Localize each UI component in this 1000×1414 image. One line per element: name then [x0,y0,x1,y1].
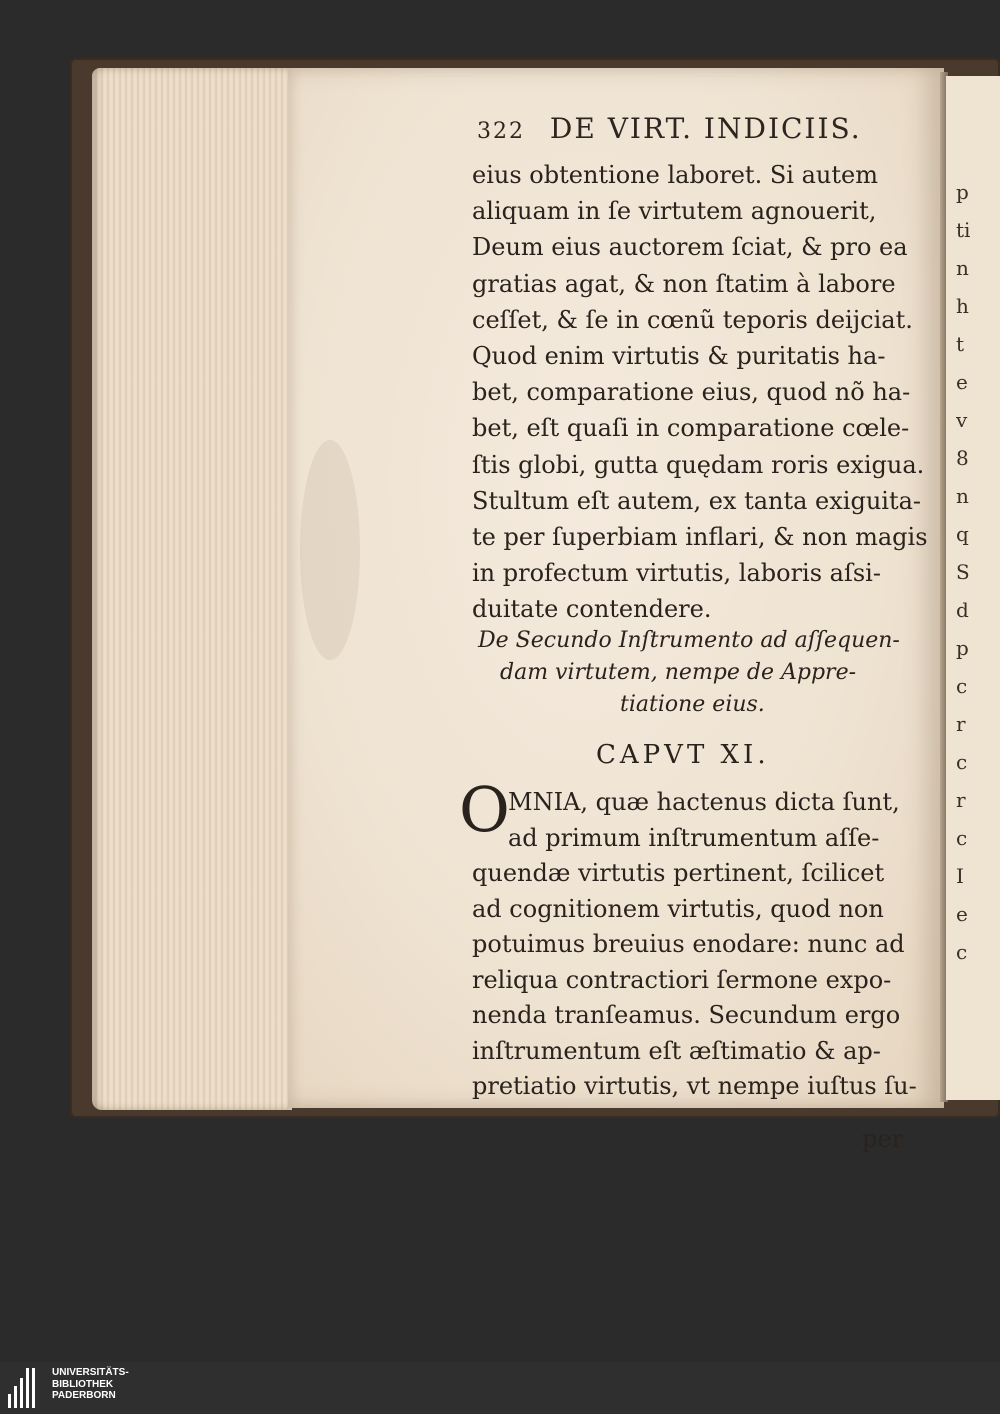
next-page-letter: d [956,598,969,622]
text-line: MNIA, quæ hactenus dicta ſunt, [508,788,900,816]
text-line: reliqua contractiori ſermone expo- [472,965,892,994]
next-page-letter: c [956,750,968,774]
text-line: bet, eſt quaſi in comparatione cœle- [472,414,910,443]
next-page-letter: c [956,940,968,964]
subheading-line: dam virtutem, nempe de Appre- [500,660,857,685]
library-logo-text [52,1367,129,1402]
next-page-letter: r [956,788,966,812]
next-page-letter: c [956,826,968,850]
next-page-letter: p [956,180,969,204]
text-line: in profectum virtutis, laboris aſsi- [472,559,881,588]
subheading-line: De Secundo Inſtrumento ad aſſequen- [478,628,900,653]
next-page-letter: r [956,712,966,736]
library-logo-icon [8,1368,48,1408]
next-page-letter: I [956,864,964,888]
next-page-letter: h [956,294,969,318]
next-page-letter: n [956,484,969,508]
text-line: inſtrumentum eſt æſtimatio & ap- [472,1036,881,1065]
stain-mark [300,440,360,660]
next-page-letter: v [956,408,968,432]
running-head [477,112,897,148]
text-line: eius obtentione laboret. Si autem [472,161,878,189]
next-page-letter: q [956,522,969,546]
next-page-letter: S [956,560,970,584]
drop-initial: O [459,773,510,846]
text-line: te per ſuperbiam inflari, & non magis [472,523,928,551]
text-line: Deum eius auctorem ſciat, & pro ea [472,233,908,262]
text-line: pretiatio virtutis, vt nempe iuſtus ſu- [472,1072,917,1100]
text-line: ceſſet, & ſe in cœnũ teporis deijciat. [472,305,913,334]
next-page-fragment [946,76,1000,1100]
text-line: duitate contendere. [472,595,712,624]
text-line: quendæ virtutis pertinent, ſcilicet [472,859,885,887]
subheading-line: tiatione eius. [620,692,765,717]
logo-line: UNIVERSITÄTS- [52,1367,129,1378]
chapter-heading: CAPVT XI. [596,740,770,770]
next-page-letter: p [956,636,969,660]
logo-line: BIBLIOTHEK [52,1378,114,1390]
page-edges [92,68,292,1110]
next-page-letter: c [956,674,968,698]
catchword: per [862,1125,904,1153]
text-line: ad primum inſtrumentum aſſe- [508,823,880,852]
next-page-letter: e [956,370,968,394]
text-line: ad cognitionem virtutis, quod non [472,894,884,923]
text-line: bet, comparatione eius, quod nõ ha- [472,378,911,407]
running-title: DE VIRT. INDICIIS. [549,112,862,145]
text-line: nenda tranſeamus. Secundum ergo [472,1001,901,1029]
next-page-letter: ti [956,218,971,242]
text-line: Quod enim virtutis & puritatis ha- [472,342,886,370]
page-number: 322 [477,119,525,144]
logo-line: PADERBORN [52,1390,116,1401]
text-line: gratias agat, & non ſtatim à labore [472,269,896,298]
next-page-letter: t [956,332,965,356]
text-line: potuimus breuius enodare: nunc ad [472,930,905,958]
footer-bar [0,1362,1000,1414]
next-page-letter: 8 [956,446,969,470]
next-page-letter: n [956,256,969,280]
text-line: Stultum eſt autem, ex tanta exiguita- [472,486,922,515]
text-line: ſtis globi, gutta quędam roris exigua. [472,450,925,479]
text-line: aliquam in ſe virtutem agnouerit, [472,197,877,226]
next-page-letter: e [956,902,968,926]
